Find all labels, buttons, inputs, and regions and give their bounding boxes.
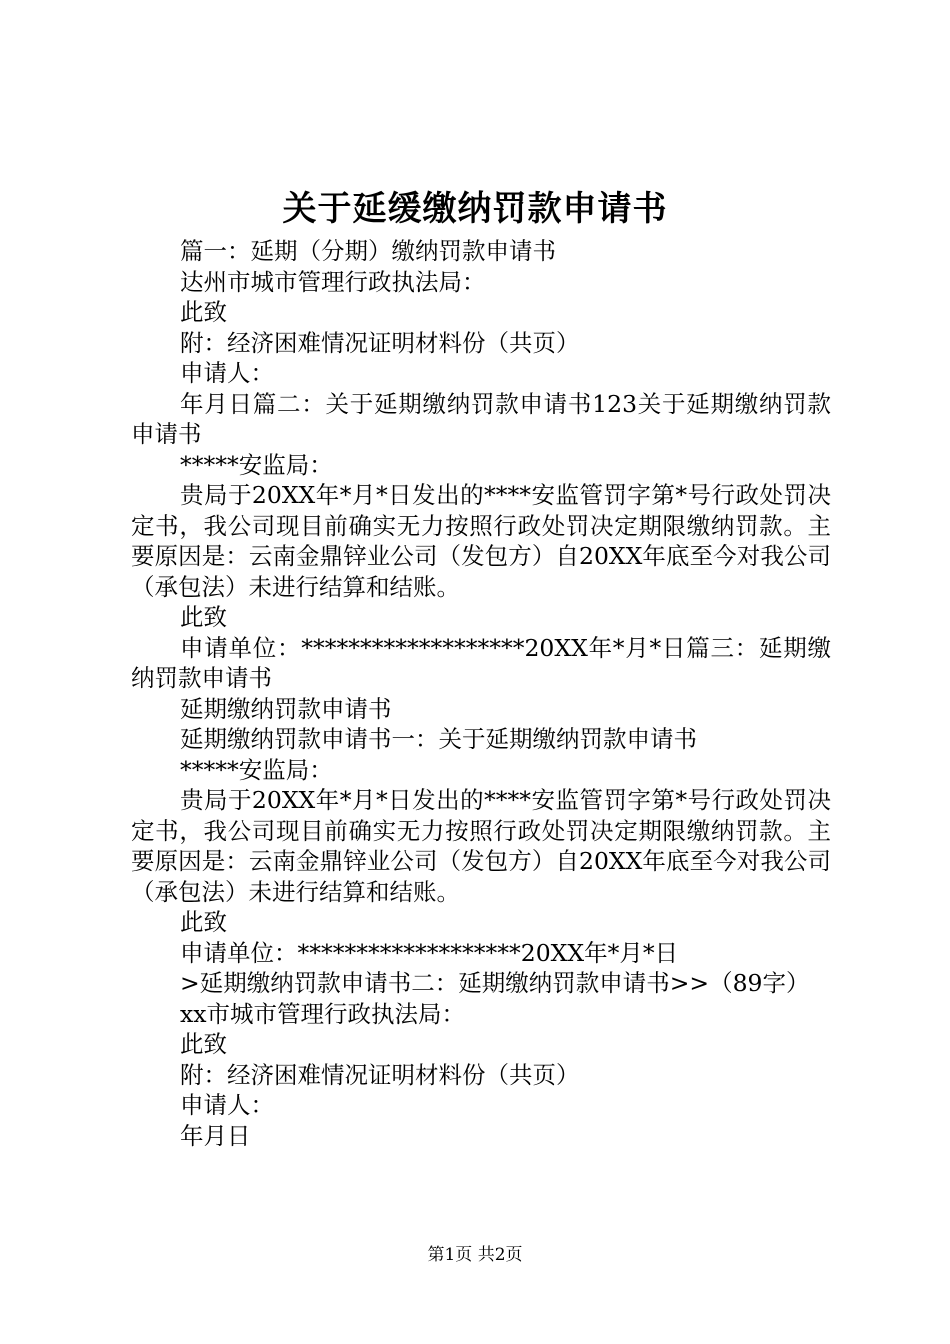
paragraph: xx市城市管理行政执法局： (180, 999, 466, 1028)
document-body (131, 236, 831, 1151)
paragraph: 延期缴纳罚款申请书 (180, 694, 392, 723)
paragraph: 申请单位：*******************20XX年*月*日 (180, 938, 679, 967)
paragraph: 此致 (180, 908, 227, 936)
page-number-footer: 第1页 共2页 (427, 1245, 523, 1265)
paragraph: 延期缴纳罚款申请书一：关于延期缴纳罚款申请书 (180, 725, 697, 753)
paragraph: 贵局于20XX年*月*日发出的****安监管罚字第*号行政处罚决定书，我公司现目前确实无力按照行政处罚决定期限缴纳罚款。主要原因是：云南金鼎锌业公司（发包方）自20XX年底至今对我公司（承包法）未进行结算和结账。 (131, 481, 831, 601)
paragraph: 此致 (180, 603, 227, 631)
paragraph: 达州市城市管理行政执法局： (180, 267, 486, 296)
paragraph: 申请人： (180, 1091, 274, 1119)
paragraph: 贵局于20XX年*月*日发出的****安监管罚字第*号行政处罚决定书，我公司现目前确实无力按照行政处罚决定期限缴纳罚款。主要原因是：云南金鼎锌业公司（发包方）自20XX年底至今对我公司（承包法）未进行结算和结账。 (131, 786, 831, 906)
paragraph: 此致 (180, 1030, 227, 1058)
paragraph: 附：经济困难情况证明材料份（共页） (180, 1060, 580, 1089)
paragraph: *****安监局： (180, 450, 333, 479)
paragraph: >延期缴纳罚款申请书二：延期缴纳罚款申请书>>（89字） (180, 969, 810, 997)
paragraph: *****安监局： (180, 755, 333, 784)
document-title: 关于延缓缴纳罚款申请书 (282, 189, 668, 229)
paragraph: 申请人： (180, 359, 274, 387)
paragraph: 附：经济困难情况证明材料份（共页） (180, 328, 580, 357)
paragraph: 年月日篇二：关于延期缴纳罚款申请书123关于延期缴纳罚款申请书 (131, 389, 831, 448)
paragraph: 年月日 (180, 1121, 251, 1150)
paragraph: 申请单位：*******************20XX年*月*日篇三：延期缴纳罚款申请书 (131, 633, 831, 692)
paragraph: 篇一：延期（分期）缴纳罚款申请书 (180, 237, 556, 265)
paragraph: 此致 (180, 298, 227, 326)
